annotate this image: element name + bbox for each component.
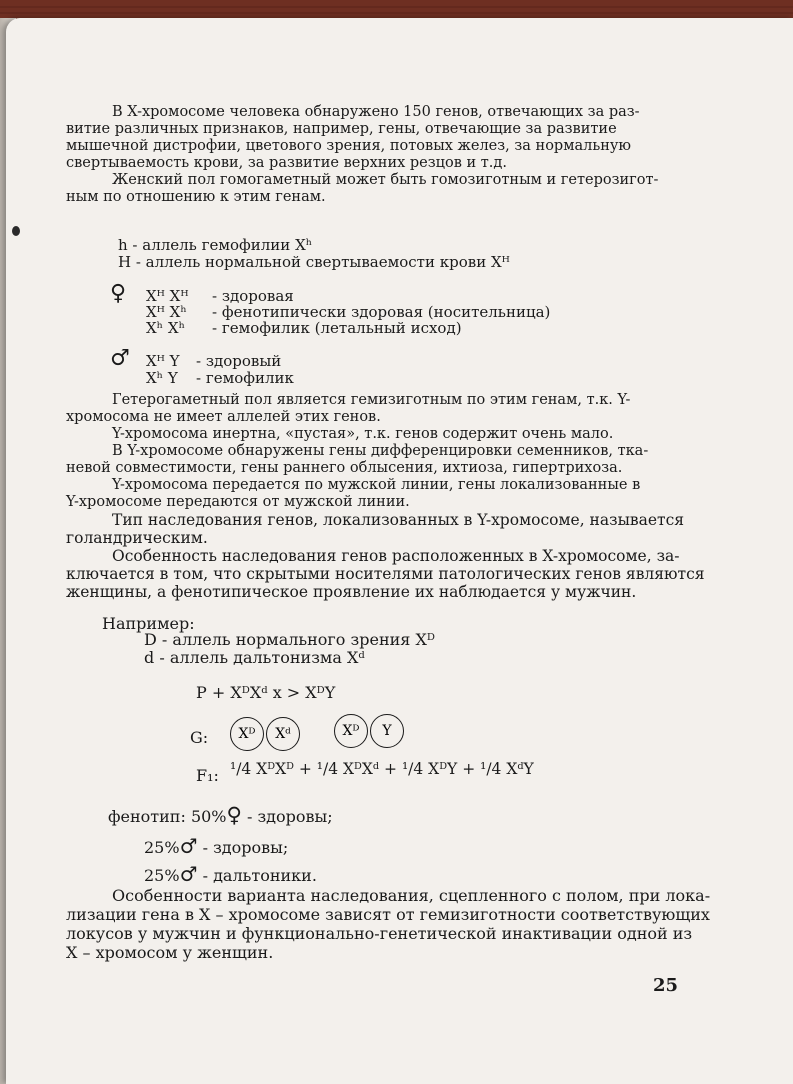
phenotype-percent: 25% (144, 866, 180, 885)
text-line: Y-хромосома инертна, «пустая», т.к. генов содержит очень мало. (112, 426, 614, 442)
paragraph-x-linked (66, 547, 705, 601)
phenotype-text: - дальтоники. (197, 866, 317, 885)
paragraph-x-chromosome-genes (66, 104, 678, 172)
gamete-circle-4: Y (370, 714, 404, 748)
paragraph-heterogametic (66, 392, 678, 426)
male-phenotype-1: - здоровый (196, 352, 282, 370)
allele-h-definition: h - аллель гемофилии Xʰ (118, 236, 313, 254)
allele-D-definition: D - аллель нормального зрения Xᴰ (144, 630, 435, 649)
f1-offspring: ¹/4 XᴰXᴰ + ¹/4 XᴰXᵈ + ¹/4 XᴰY + ¹/4 XᵈY (230, 760, 534, 778)
text-line: Y-хромосома передается по мужской линии, гены локализованные в (112, 477, 641, 493)
text-line: мышечной дистрофии, цветового зрения, потовых желез, за нормальную (66, 138, 632, 154)
male-symbol-icon: ♂ (110, 346, 130, 371)
gamete-circle-3: Xᴰ (334, 714, 368, 748)
f1-label: F₁: (196, 766, 219, 785)
female-phenotype-2: - фенотипически здоровая (носительница) (212, 303, 551, 321)
cross-parents: P + XᴰXᵈ x > XᴰY (196, 683, 336, 702)
text-line: Особенность наследования генов расположенных в X-хромосоме, за- (112, 547, 680, 565)
male-genotype-2: Xʰ Y (146, 369, 178, 387)
phenotype-percent: фенотип: 50% (108, 807, 227, 826)
page-text-middle (66, 392, 705, 601)
text-line: В Y-хромосоме обнаружены гены дифференцировки семенников, тка- (112, 443, 649, 459)
female-phenotype-1: - здоровая (212, 287, 294, 305)
female-symbol-icon: ♀ (110, 281, 127, 306)
phenotype-text: - здоровы; (241, 807, 333, 826)
paragraph-holandric (66, 511, 685, 547)
binding-hole (12, 226, 20, 236)
paragraph-y-inert (66, 426, 678, 443)
male-genotype-1: Xᴴ Y (146, 352, 180, 370)
text-line: женщины, а фенотипическое проявление их наблюдается у мужчин. (66, 583, 637, 601)
text-line: свертываемость крови, за развитие верхних резцов и т.д. (66, 155, 507, 171)
paragraph-y-transmission (66, 477, 678, 511)
allele-H-definition: H - аллель нормальной свертываемости крови Xᴴ (118, 253, 510, 271)
text-line: Женский пол гомогаметный может быть гомозиготным и гетерозигот- (112, 172, 659, 188)
text-line: лизации гена в X – хромосоме зависят от гемизиготности соответствующих (66, 905, 710, 924)
male-phenotype-2: - гемофилик (196, 369, 294, 387)
phenotype-line-1 (108, 803, 333, 827)
female-genotype-2: Xᴴ Xʰ (146, 303, 187, 321)
male-symbol-icon: ♂ (179, 862, 198, 886)
phenotype-percent: 25% (144, 838, 180, 857)
example-heading: Например: (102, 614, 195, 633)
closing-paragraph (66, 886, 711, 962)
text-line: Тип наследования генов, локализованных в Y-хромосоме, называется (112, 511, 685, 529)
phenotype-line-3 (144, 862, 317, 886)
female-genotype-3: Xʰ Xʰ (146, 319, 186, 337)
text-line: Y-хромосоме передаются от мужской линии. (66, 494, 410, 510)
female-phenotype-3: - гемофилик (летальный исход) (212, 319, 462, 337)
female-genotype-1: Xᴴ Xᴴ (146, 287, 189, 305)
gametes-label: G: (190, 728, 209, 747)
paragraph-y-genes (66, 443, 678, 477)
text-line: ключается в том, что скрытыми носителями патологических генов являются (66, 565, 705, 583)
text-line: голандрическим. (66, 529, 208, 547)
page-number: 25 (653, 975, 679, 996)
phenotype-line-2 (144, 834, 288, 858)
text-line: локусов у мужчин и функционально-генетической инактивации одной из (66, 924, 693, 943)
paragraph-homogametic (66, 172, 678, 206)
male-symbol-icon: ♂ (179, 834, 198, 858)
text-line: X – хромосом у женщин. (66, 943, 274, 962)
text-line: В X-хромосоме человека обнаружено 150 генов, отвечающих за раз- (112, 104, 640, 120)
text-line: ным по отношению к этим генам. (66, 189, 326, 205)
female-symbol-icon: ♀ (226, 803, 242, 827)
page-text (66, 104, 678, 206)
text-line: хромосома не имеет аллелей этих генов. (66, 409, 381, 425)
gamete-circle-1: Xᴰ (230, 717, 264, 751)
text-line: невой совместимости, гены раннего облысения, ихтиоза, гипертрихоза. (66, 460, 623, 476)
closing-text (66, 886, 711, 962)
allele-d-definition: d - аллель дальтонизма Xᵈ (144, 648, 365, 667)
text-line: Гетерогаметный пол является гемизиготным по этим генам, т.к. Y- (112, 392, 631, 408)
phenotype-text: - здоровы; (197, 838, 289, 857)
text-line: витие различных признаков, например, гены, отвечающие за развитие (66, 121, 617, 137)
gamete-circle-2: Xᵈ (266, 717, 300, 751)
text-line: Особенности варианта наследования, сцепленного с полом, при лока- (112, 886, 711, 905)
